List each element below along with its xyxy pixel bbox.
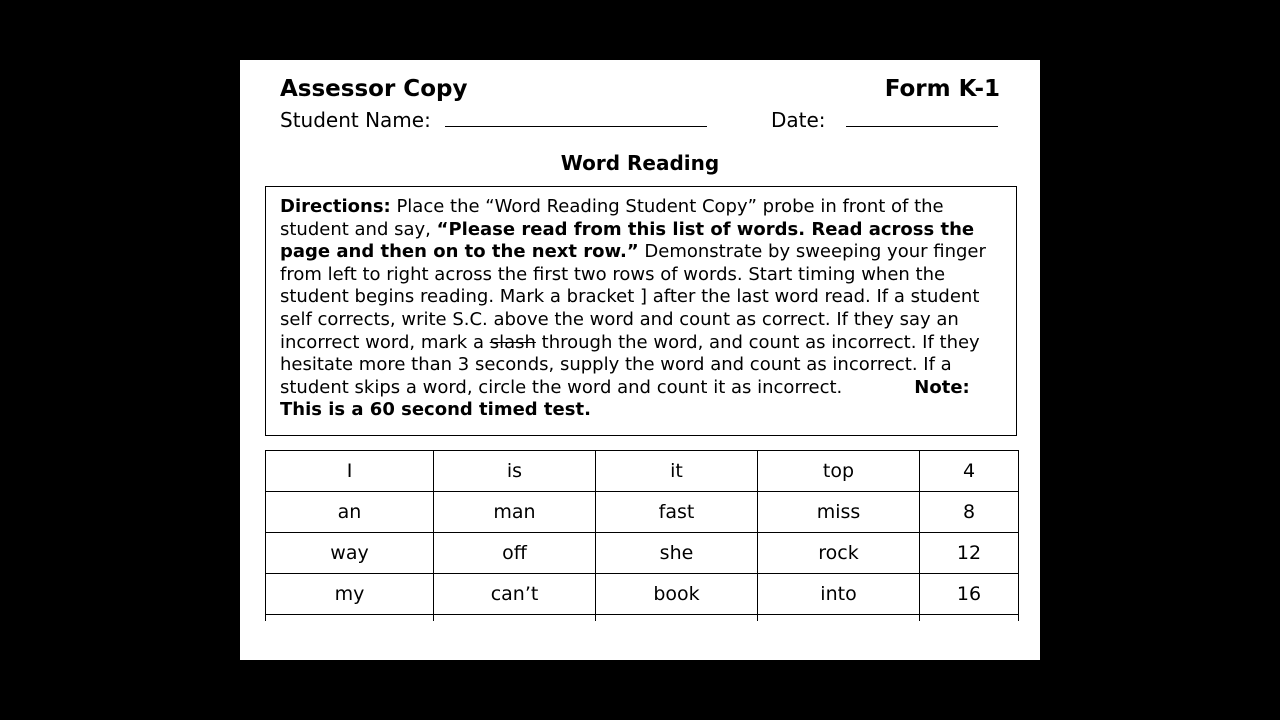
date-blank [846, 108, 998, 127]
table-row-cutoff [266, 615, 1019, 622]
word-cell: book [596, 574, 758, 615]
date-label: Date: [771, 108, 826, 132]
table-row [266, 533, 1019, 574]
word-cell: miss [758, 492, 920, 533]
word-cell: can’t [434, 574, 596, 615]
timed-test-note: Note: This is a 60 second timed test. [280, 376, 970, 421]
word-cell: fast [596, 492, 758, 533]
table-row [266, 492, 1019, 533]
date-line [771, 108, 998, 132]
word-cell: top [758, 451, 920, 492]
table-row [266, 451, 1019, 492]
strikethrough-word: slash [489, 331, 536, 353]
student-name-label: Student Name: [280, 108, 431, 132]
directions-box [265, 186, 1017, 436]
word-cell: my [266, 574, 434, 615]
directions-quote: “Please read from this list of words. Read across the page and then on to the next row.” [280, 218, 975, 263]
student-name-line [280, 108, 707, 132]
word-cell: off [434, 533, 596, 574]
document-title: Assessor Copy [280, 76, 468, 102]
count-cell: 16 [920, 574, 1019, 615]
word-cell: man [434, 492, 596, 533]
count-cell: 12 [920, 533, 1019, 574]
directions-label: Directions: [280, 196, 391, 217]
word-cell: it [596, 451, 758, 492]
table-row [266, 574, 1019, 615]
word-cell: she [596, 533, 758, 574]
word-cell: is [434, 451, 596, 492]
word-cell: into [758, 574, 920, 615]
count-cell: 4 [920, 451, 1019, 492]
word-list-table [265, 450, 1019, 621]
count-cell: 8 [920, 492, 1019, 533]
directions-text-2: Demonstrate by sweeping your finger from left to right across the first two rows of words. Start timing when the student begins reading. Mark a bracket ] after the last word read. If a student self corrects, write S.C. above the word and count as correct. If they say an incorrect word, mark a [280, 241, 986, 353]
word-cell: way [266, 533, 434, 574]
section-heading: Word Reading [560, 151, 720, 175]
directions-text-1: Place the “Word Reading Student Copy” probe in front of the student and say, [280, 196, 944, 240]
directions-text-3: through the word, and count as incorrect. If they hesitate more than 3 seconds, supply the word and count as incorrect. If a student skips a word, circle the word and count it as incorrect. [280, 331, 980, 398]
form-label: Form K-1 [884, 76, 1000, 102]
student-name-blank [445, 108, 707, 127]
word-cell: I [266, 451, 434, 492]
word-cell: rock [758, 533, 920, 574]
word-cell: an [266, 492, 434, 533]
document-page [240, 60, 1040, 660]
